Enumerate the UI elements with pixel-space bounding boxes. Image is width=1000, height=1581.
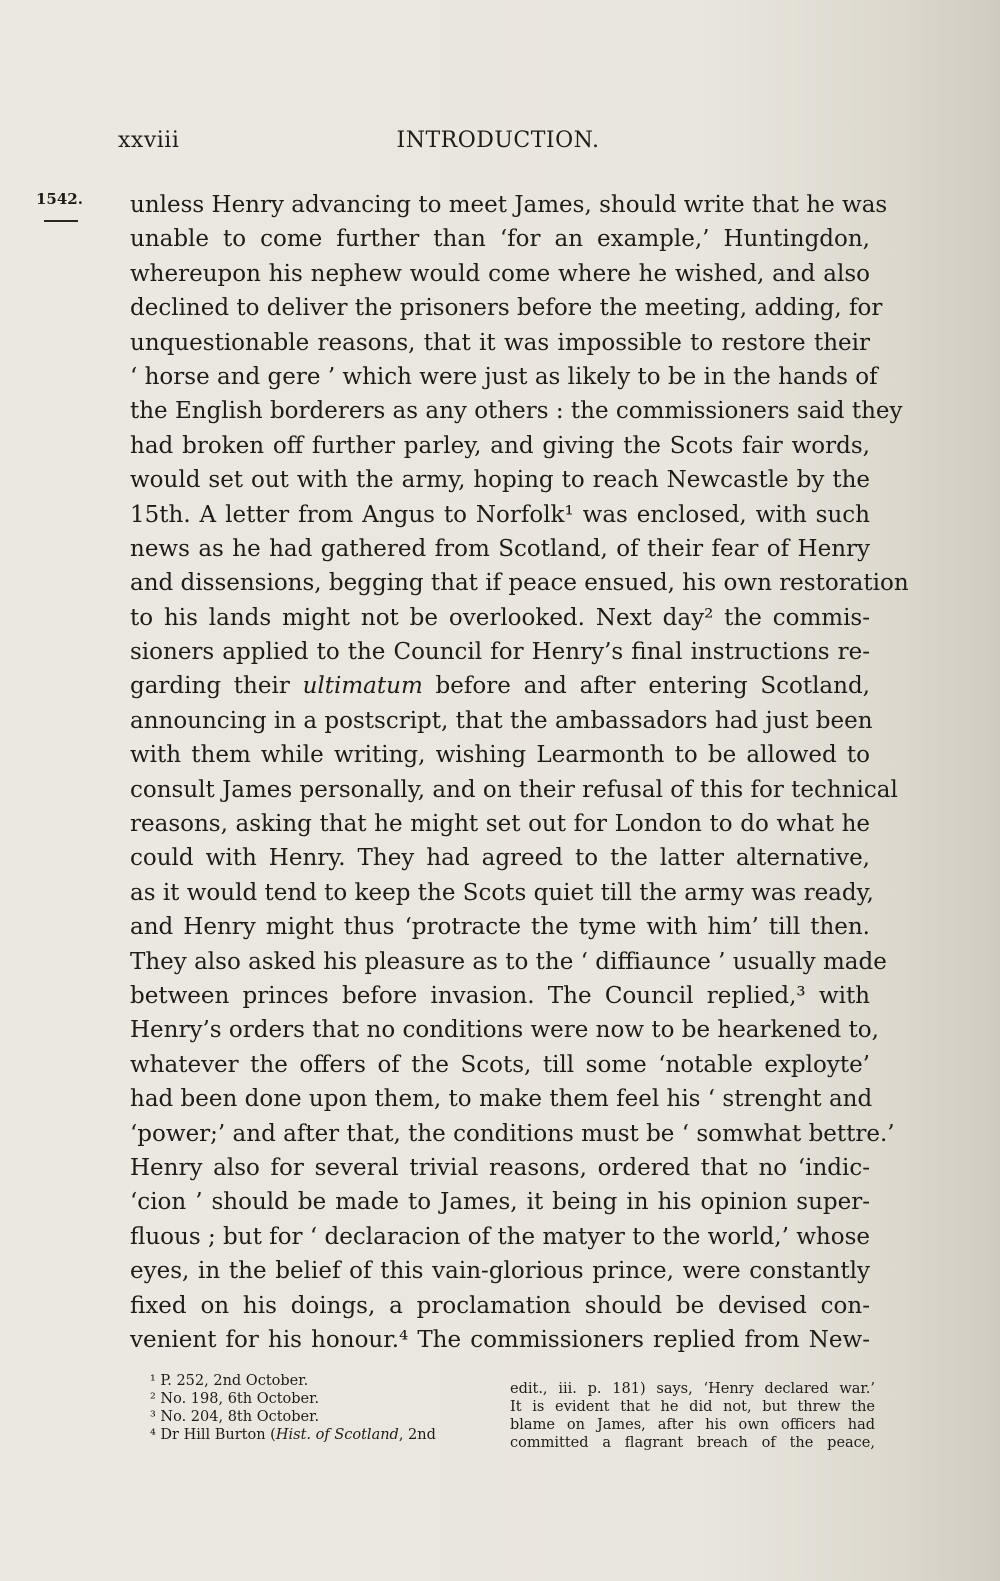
body-text — [130, 188, 909, 1357]
text-line: consult James personally, and on their refusal of this for technical — [130, 776, 898, 803]
text-line: ‘cion ’ should be made to James, it being in his opinion super- — [130, 1189, 870, 1216]
footnotes — [150, 1372, 875, 1482]
footnote-4-continued: It is evident that he did not, but threw the — [510, 1399, 875, 1415]
footnote-4-continued: edit., iii. p. 181) says, ‘Henry declared war.’ — [510, 1381, 875, 1397]
text-line: could with Henry. They had agreed to the latter alternative, — [130, 845, 870, 872]
text-line: sioners applied to the Council for Henry’s final instructions re- — [130, 639, 870, 666]
text-line: announcing in a postscript, that the ambassadors had just been — [130, 707, 873, 734]
text-line: unquestionable reasons, that it was impossible to restore their — [130, 329, 870, 356]
text-line: unable to come further than ‘for an example,’ Huntingdon, — [130, 226, 870, 253]
text-line: They also asked his pleasure as to the ‘ diffiaunce ’ usually made — [130, 948, 887, 975]
footnotes-right-column — [510, 1380, 875, 1452]
footnote-4-continued: committed a flagrant breach of the peace, — [510, 1435, 875, 1451]
page-number: xxviii — [118, 128, 180, 153]
text-line: fluous ; but for ‘ declaracion of the matyer to the world,’ whose — [130, 1223, 870, 1250]
text-line: Henry also for several trivial reasons, ordered that no ‘indic- — [130, 1154, 870, 1181]
text-line: had been done upon them, to make them feel his ‘ strenght and — [130, 1086, 873, 1113]
margin-year: 1542. — [36, 190, 83, 208]
text-line: the English borderers as any others : the commissioners said they — [130, 398, 903, 425]
running-header — [118, 128, 878, 162]
text-line: unless Henry advancing to meet James, should write that he was — [130, 192, 888, 218]
footnote-4-continued: blame on James, after his own officers had — [510, 1417, 875, 1433]
text-line: news as he had gathered from Scotland, of their fear of Henry — [130, 535, 870, 562]
text-line: 15th. A letter from Angus to Norfolk¹ was enclosed, with such — [130, 501, 870, 528]
margin-rule — [44, 220, 78, 222]
text-line: and dissensions, begging that if peace ensued, his own restoration — [130, 570, 909, 597]
footnote-4: ⁴ Dr Hill Burton (Hist. of Scotland, 2nd — [150, 1427, 436, 1443]
footnote-1: ¹ P. 252, 2nd October. — [150, 1373, 309, 1389]
text-line: fixed on his doings, a proclamation should be devised con- — [130, 1292, 870, 1319]
text-line: ‘power;’ and after that, the conditions must be ‘ somwhat bettre.’ — [130, 1120, 895, 1147]
text-line: whatever the offers of the Scots, till some ‘notable exployte’ — [130, 1051, 870, 1078]
text-line: ‘ horse and gere ’ which were just as likely to be in the hands of — [130, 363, 878, 390]
text-line: with them while writing, wishing Learmonth to be allowed to — [130, 742, 870, 769]
footnote-2: ² No. 198, 6th October. — [150, 1391, 320, 1407]
text-line: as it would tend to keep the Scots quiet till the army was ready, — [130, 879, 874, 906]
text-line: Henry’s orders that no conditions were now to be hearkened to, — [130, 1017, 879, 1044]
text-line-ultimatum: garding their ultimatum before and after entering Scotland, — [130, 673, 870, 700]
footnotes-left-column — [150, 1372, 500, 1444]
text-line: whereupon his nephew would come where he wished, and also — [130, 260, 870, 287]
footnote-3: ³ No. 204, 8th October. — [150, 1409, 320, 1425]
text-line: would set out with the army, hoping to reach Newcastle by the — [130, 467, 870, 494]
running-title: INTRODUCTION. — [396, 128, 600, 153]
text-line: to his lands might not be overlooked. Next day² the commis- — [130, 604, 870, 631]
text-line: reasons, asking that he might set out for London to do what he — [130, 811, 870, 838]
text-line: and Henry might thus ‘protracte the tyme with him’ till then. — [130, 914, 870, 941]
text-line: venient for his honour.⁴ The commissioners replied from New- — [130, 1326, 870, 1353]
text-line: had broken off further parley, and giving the Scots fair words, — [130, 432, 870, 459]
text-line: between princes before invasion. The Council replied,³ with — [130, 982, 870, 1009]
text-line: declined to deliver the prisoners before the meeting, adding, for — [130, 295, 883, 322]
text-line: eyes, in the belief of this vain-glorious prince, were constantly — [130, 1258, 870, 1285]
